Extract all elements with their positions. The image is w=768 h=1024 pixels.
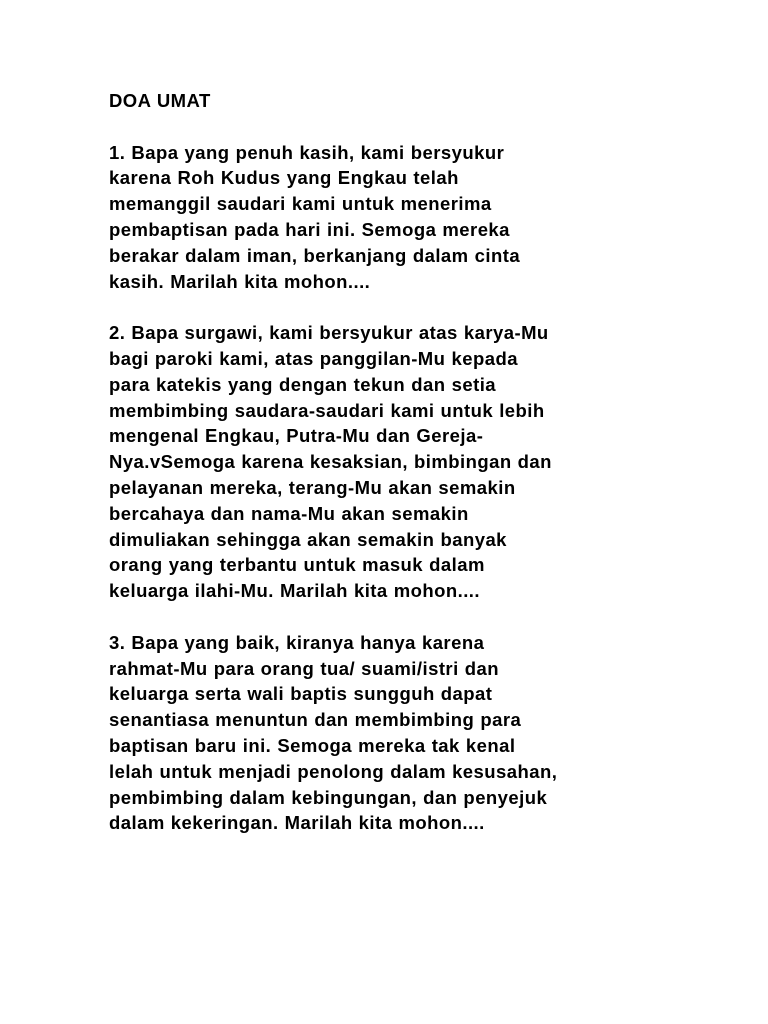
- paragraph-line: dimuliakan sehingga akan semakin banyak: [109, 528, 507, 550]
- document-title: DOA UMAT: [109, 90, 211, 111]
- prayer-paragraph-3: [109, 630, 669, 836]
- prayer-paragraph-2: [109, 320, 669, 604]
- document-body: [109, 88, 669, 836]
- paragraph-line: mengenal Engkau, Putra-Mu dan Gereja-: [109, 425, 484, 447]
- paragraph-line: rahmat-Mu para orang tua/ suami/istri dan: [109, 657, 499, 679]
- paragraph-line: bercahaya dan nama-Mu akan semakin: [109, 502, 469, 524]
- paragraph-line: 3. Bapa yang baik, kiranya hanya karena: [109, 631, 485, 653]
- paragraph-line: berakar dalam iman, berkanjang dalam cinta: [109, 244, 521, 266]
- paragraph-line: dalam kekeringan. Marilah kita mohon....: [109, 812, 485, 834]
- prayer-paragraph-1: [109, 140, 669, 295]
- paragraph-line: orang yang terbantu untuk masuk dalam: [109, 554, 485, 576]
- paragraph-line: 1. Bapa yang penuh kasih, kami bersyukur: [109, 141, 505, 163]
- paragraph-line: keluarga ilahi-Mu. Marilah kita mohon....: [109, 580, 480, 602]
- paragraph-line: bagi paroki kami, atas panggilan-Mu kepada: [109, 347, 518, 369]
- paragraph-line: keluarga serta wali baptis sungguh dapat: [109, 683, 493, 705]
- paragraph-line: baptisan baru ini. Semoga mereka tak kenal: [109, 734, 516, 756]
- paragraph-line: pembaptisan pada hari ini. Semoga mereka: [109, 218, 510, 240]
- paragraph-line: senantiasa menuntun dan membimbing para: [109, 709, 522, 731]
- paragraph-line: lelah untuk menjadi penolong dalam kesusahan,: [109, 760, 558, 782]
- paragraph-line: memanggil saudari kami untuk menerima: [109, 193, 492, 215]
- paragraph-line: 2. Bapa surgawi, kami bersyukur atas karya-Mu: [109, 322, 549, 344]
- paragraph-line: para katekis yang dengan tekun dan setia: [109, 373, 497, 395]
- paragraph-line: pembimbing dalam kebingungan, dan penyejuk: [109, 786, 548, 808]
- paragraph-line: pelayanan mereka, terang-Mu akan semakin: [109, 476, 516, 498]
- paragraph-line: Nya.vSemoga karena kesaksian, bimbingan dan: [109, 451, 552, 473]
- paragraph-line: kasih. Marilah kita mohon....: [109, 270, 371, 292]
- paragraph-line: karena Roh Kudus yang Engkau telah: [109, 167, 459, 189]
- paragraph-line: membimbing saudara-saudari kami untuk lebih: [109, 399, 545, 421]
